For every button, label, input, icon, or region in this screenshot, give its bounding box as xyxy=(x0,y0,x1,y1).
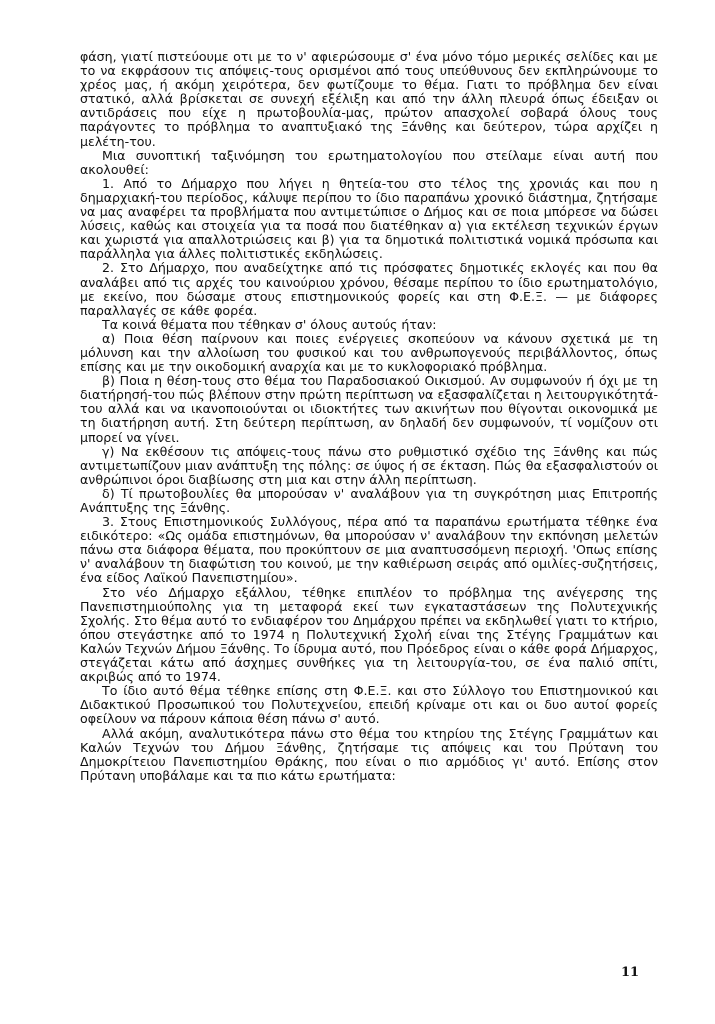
paragraph-12: Το ίδιο αυτό θέμα τέθηκε επίσης στη Φ.Ε.Ξ. και στο Σύλλογο του Επιστημονικού και Διδακτικού Προσωπικού του Πολυτεχνείου, επειδή κρίναμε οτι και οι δυο αυτοί φορείς οφείλουν να πάρουν κάποια θέση πάνω σ' αυτό. xyxy=(80,683,658,727)
paragraph-3: 1. Από το Δήμαρχο που λήγει η θητεία-του στο τέλος της χρονιάς και που η δημαρχιακή-του περίοδος, κάλυψε περίπου το ίδιο παραπάνω χρονικό διάστημα, ζητήσαμε να μας αναφέρει τα προβλήματα που αντιμετώπισε ο Δήμος και σε ποια μπόρεσε να δώσει λύσεις, καθώς και στοιχεία για τα ποσά που διατέθηκαν α) για εκτέλεση τεχνικών έργων και χωριστά για απαλλοτριώσεις και β) για τα δημοτικά πολιτιστικά νομικά πρόσωπα και παράλληλα για άλλες πολιτιστικές εκδηλώσεις. xyxy=(80,175,658,262)
paragraph-1: φάση, γιατί πιστεύουμε οτι με το ν' αφιερώσουμε σ' ένα μόνο τόμο μερικές σελίδες και με το να εκφράσουν τις απόψεις-τους ορισμένοι από τους υπεύθυνους δεν εκπληρώνουμε το χρέος μας, ή ακόμη χειρότερα, δεν φωτίζουμε το θέμα. Γιατι το πρόβλημα δεν είναι στατικό, αλλά βρίσκεται σε συνεχή εξέλιξη και από την άλλη πλευρά όπως έδειξαν οι αντιδράσεις που είχε η πρωτοβουλία-μας, πρώτον απασχολεί σοβαρά όλους τους παράγοντες το πρόβλημα το αναπτυξιακό της Ξάνθης και δεύτερον, τώρα αρχίζει η μελέτη-του. xyxy=(80,49,658,149)
paragraph-13: Αλλά ακόμη, αναλυτικότερα πάνω στο θέμα του κτηρίου της Στέγης Γραμμάτων και Καλών Τεχνών του Δήμου Ξάνθης, ζητήσαμε τις απόψεις και του Πρύτανη του Δημοκρίτειου Πανεπιστημίου Θράκης, που είναι ο πιο αρμόδιος γι' αυτό. Επίσης στον Πρύτανη υποβάλαμε και τα πιο κάτω ερωτήματα: xyxy=(80,725,658,783)
paragraph-4: 2. Στο Δήμαρχο, που αναδείχτηκε από τις πρόσφατες δημοτικές εκλογές και που θα αναλάβει από τις αρχές του καινούριου χρόνου, θέσαμε περίπου το ίδιο ερωτηματολόγιο, με εκείνο, που δώσαμε στους επιστημονικούς φορείς και στη Φ.Ε.Ξ. — με διάφορες παραλλαγές σε κάθε φορέα. xyxy=(80,260,658,318)
paragraph-6: α) Ποια θέση παίρνουν και ποιες ενέργειες σκοπεύουν να κάνουν σχετικά με τη μόλυνση και την αλλοίωση του φυσικού και του ανθρωπογενούς περιβάλλοντος, όπως επίσης και με την οικοδομική αναρχία και με το κυκλοφοριακό πρόβλημα. xyxy=(80,330,658,375)
page-body xyxy=(80,50,658,783)
paragraph-7: β) Ποια η θέση-τους στο θέμα του Παραδοσιακού Οικισμού. Αν συμφωνούν ή όχι με τη διατήρησή-του πώς βλέπουν στην πρώτη περίπτωση να εξασφαλίζεται η λειτουργικότητά-του αλλά και να ικανοποιούνται οι ιδιοκτήτες των ακινήτων που θίγονται οικονομικά με τη διατήρηση αυτή. Στη δεύτερη περίπτωση, αν δηλαδή δεν συμφωνούν, τί νομίζουν οτι μπορεί να γίνει. xyxy=(80,373,658,445)
paragraph-9: δ) Τί πρωτοβουλίες θα μπορούσαν ν' αναλάβουν για τη συγκρότηση μιας Επιτροπής Ανάπτυξης της Ξάνθης. xyxy=(80,485,658,515)
paragraph-2: Μια συνοπτική ταξινόμηση του ερωτηματολογίου που στείλαμε είναι αυτή που ακολουθεί: xyxy=(80,147,658,177)
paragraph-10: 3. Στους Επιστημονικούς Συλλόγους, πέρα από τα παραπάνω ερωτήματα τέθηκε ένα ειδικότερο: «Ως ομάδα επιστημόνων, θα μπορούσαν ν' αναλάβουν την εκπόνηση μελετών πάνω στα διάφορα θέματα, που προκύπτουν σε μια αναπτυσσόμενη περιοχή. 'Οπως επίσης ν' αναλάβουν τη διαφώτιση του κοινού, με την καθιέρωση σειράς από ομιλίες-συζητήσεις, ένα είδος Λαϊκού Πανεπιστημίου». xyxy=(80,514,658,586)
paragraph-8: γ) Να εκθέσουν τις απόψεις-τους πάνω στο ρυθμιστικό σχέδιο της Ξάνθης και πώς αντιμετωπίζουν μιαν ανάπτυξη της πόλης: σε ύψος ή σε έκταση. Πώς θα εξασφαλιστούν οι ανθρώπινοι όροι διαβίωσης στη μια και στην άλλη περίπτωση. xyxy=(80,443,658,487)
page-number: 11 xyxy=(621,965,640,980)
paragraph-11: Στο νέο Δήμαρχο εξάλλου, τέθηκε επιπλέον το πρόβλημα της ανέγερσης της Πανεπιστημιούπολης για τη μεταφορά εκεί των εγκαταστάσεων της Πολυτεχνικής Σχολής. Στο θέμα αυτό το ενδιαφέρον του Δημάρχου πρέπει να εκδηλωθεί γιατι το κτήριο, όπου στεγάστηκε από το 1974 η Πολυτεχνική Σχολή είναι της Στέγης Γραμμάτων και Καλών Τεχνών Δήμου Ξάνθης. Το ίδρυμα αυτό, που Πρόεδρος είναι ο κάθε φορά Δήμαρχος, στεγάζεται κάτω από άσχημες συνθήκες για τη λειτουργία-του, σε ένα παλιό σπίτι, ακριβώς από το 1974. xyxy=(80,584,658,685)
paragraph-5: Τα κοινά θέματα που τέθηκαν σ' όλους αυτούς ήταν: xyxy=(102,316,437,332)
